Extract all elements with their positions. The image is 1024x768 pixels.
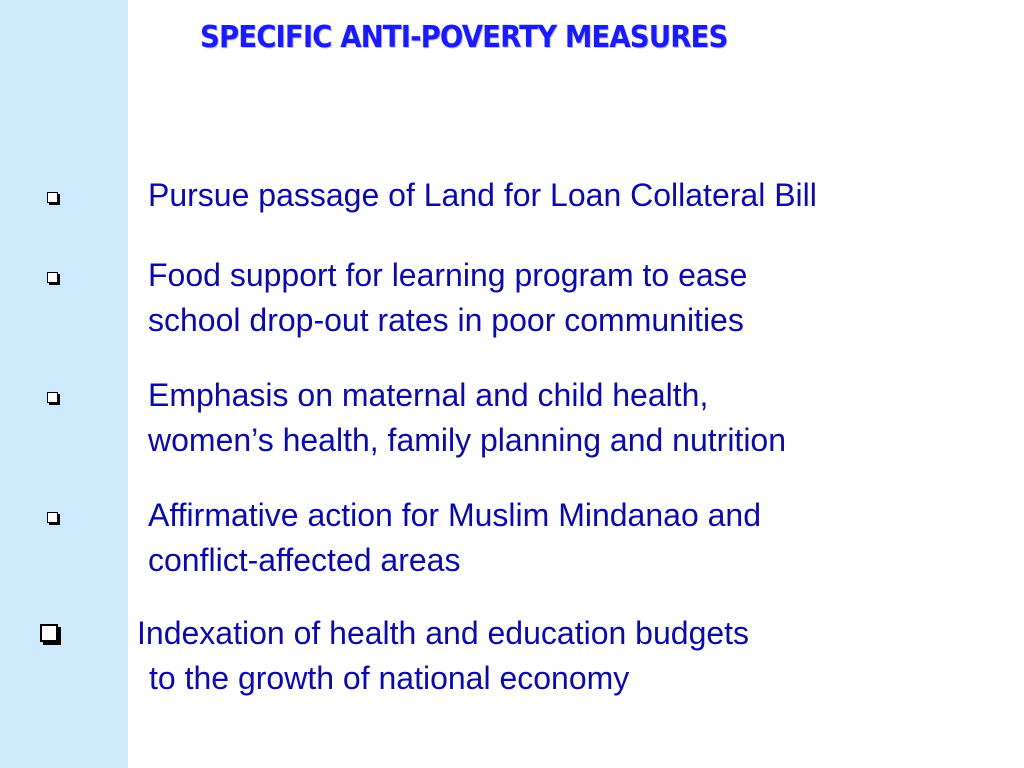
bullet-line: Food support for learning program to ease [148,257,748,293]
bullet-text [148,493,761,583]
square-bullet-icon [47,512,58,523]
square-bullet-icon [47,192,58,203]
bullet-text [148,373,786,463]
bullet-text [148,173,817,218]
bullet-text [137,611,749,701]
bullet-line: women’s health, family planning and nutrition [148,422,787,458]
square-bullet-icon [40,624,58,642]
side-band [0,0,128,768]
bullet-line: Emphasis on maternal and child health, [148,377,709,413]
square-bullet-icon [47,272,58,283]
bullet-line: conflict-affected areas [148,542,461,578]
slide-title: SPECIFIC ANTI-POVERTY MEASURES [200,20,728,55]
bullet-line: school drop-out rates in poor communities [148,302,744,338]
square-bullet-icon [47,392,58,403]
bullet-line: to the growth of national economy [149,660,630,696]
bullet-line: Pursue passage of Land for Loan Collateral Bill [148,177,817,213]
bullet-line: Indexation of health and education budgets [137,615,750,651]
bullet-text [148,253,747,343]
bullet-line: Affirmative action for Muslim Mindanao and [148,497,762,533]
